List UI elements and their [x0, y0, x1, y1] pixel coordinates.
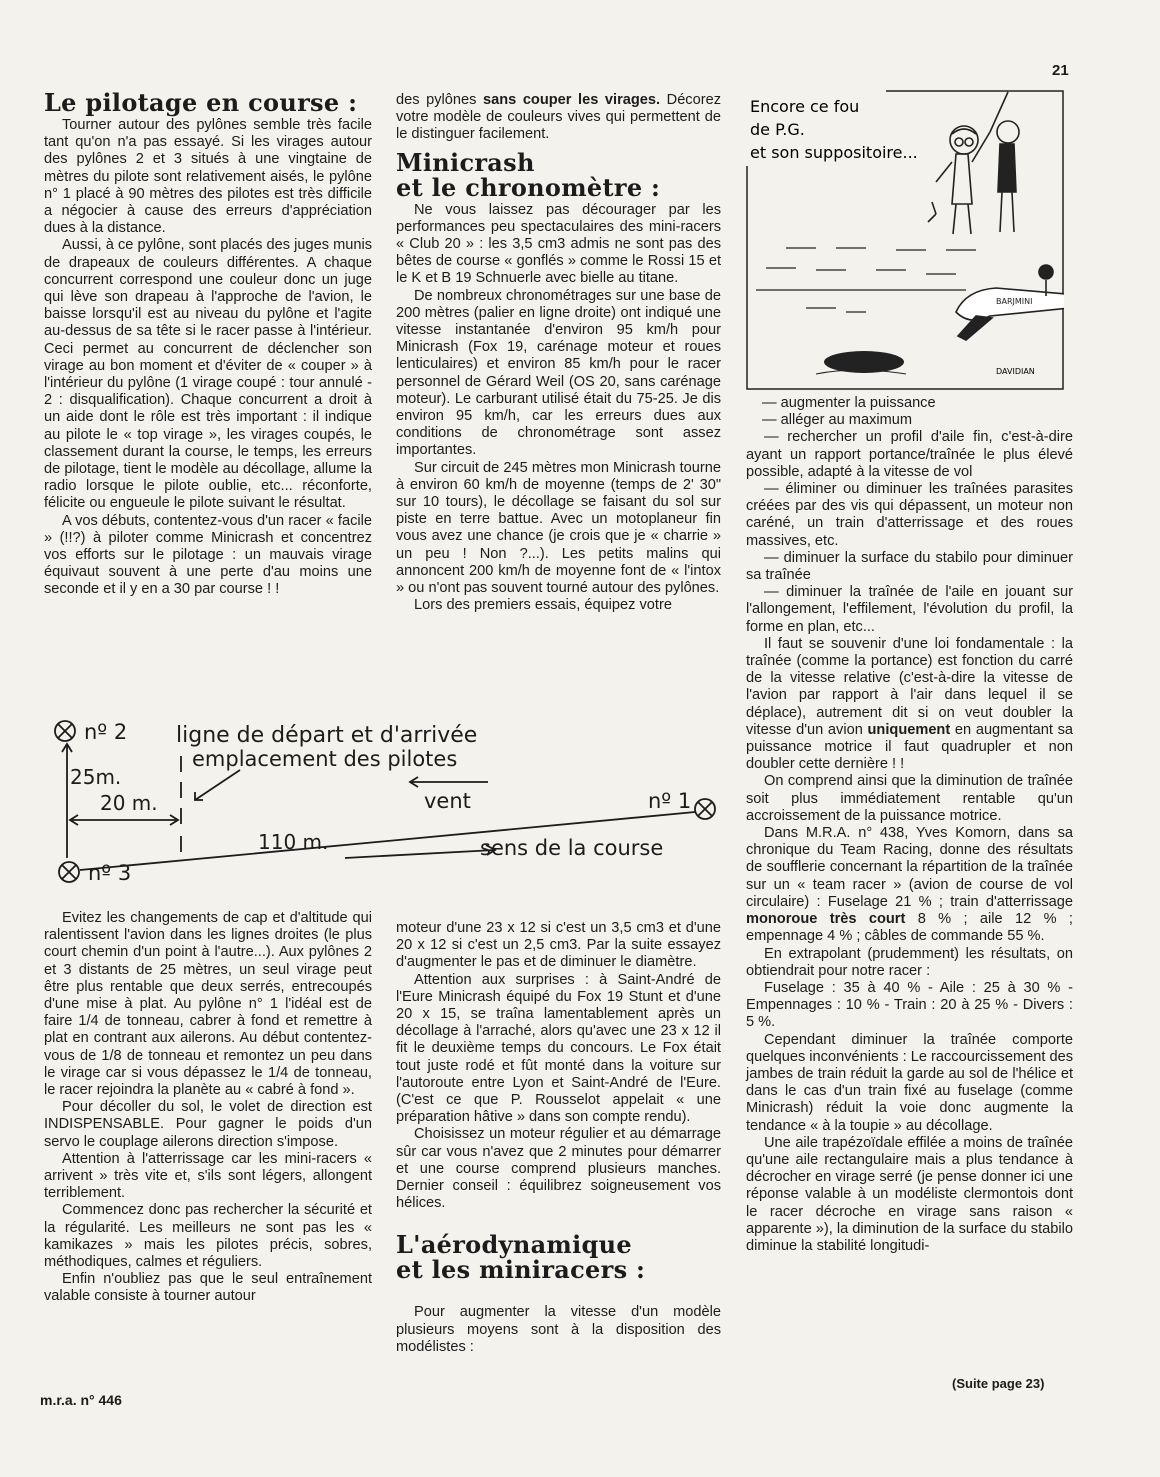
cartoon-signature: DAVIDIAN [996, 367, 1035, 376]
racer-plane-drawing [956, 265, 1064, 340]
column-2-bottom [396, 920, 721, 1356]
section-title-aerodynamique: L'aérodynamique et les miniracers : [396, 1230, 646, 1285]
paragraph: Il faut se souvenir d'une loi fondamentale : la traînée (comme la portance) est fonction du carré de la vitesse relative (c'est-à-dire la vitesse de l'avion par rapport à l'air dans lequel il se déplace), autrement dit si on veut doubler la vitesse d'un avion uniquement en augmentant sa puissance motrice il faut quadrupler et non doubler cette dernière ! ! [746, 635, 1074, 773]
paragraph: Choisissez un moteur régulier et au démarrage sûr car vous n'avez que 2 minutes pour démarrer et une course comprend plusieurs manches. Dernier conseil : équilibrez soigneusement vos hélices. [396, 1126, 721, 1212]
list-item: — éliminer ou diminuer les traînées parasites créées par des vis qui dépassent, un moteur non caréné, un train d'atterrissage et des roues massives, etc. [746, 481, 1073, 549]
paragraph: Fuselage : 35 à 40 % - Aile : 25 à 30 % - Empennages : 10 % - Train : 20 à 25 % - Divers : 5 %. [746, 979, 1073, 1031]
motion-lines-drawing [756, 248, 976, 312]
list-item: — augmenter la puissance [762, 395, 936, 411]
paragraph: Attention à l'atterrissage car les mini-racers « arrivent » très vite et, s'ils sont légers, allongent terriblement. [44, 1150, 372, 1202]
paragraph: Tourner autour des pylônes semble très facile tant qu'on n'a pas essayé. Si les virages autour des pylônes 2 et 3 situés à une vingtaine de mètres du pilote sont relativement aisés, le pylône n° 1 placé à 90 mètres des pilotes est très difficile a négocier à cause des erreurs d'appréciation dues à la distance. [44, 117, 372, 237]
list-item: — alléger au maximum [762, 412, 913, 429]
pylon-1-label: nº 1 [648, 789, 692, 813]
paragraph: Enfin n'oubliez pas que le seul entraînement valable consiste à tourner autour [44, 1271, 372, 1305]
column-1-top [44, 90, 372, 599]
paragraph: Cependant diminuer la traînée comporte quelques inconvénients : Le raccourcissement des jambes de train réduit la garde au sol de l'hélice et dans le cas d'un train fixé au fuselage (comme Minicrash) réduit la voie donc augmente la tendance « à la toupie » au décollage. [746, 1031, 1073, 1134]
paragraph: Pour décoller du sol, le volet de direction est INDISPENSABLE. Pour gagner le poids d'un servo le couplage ailerons direction s'impose. [44, 1099, 372, 1150]
paragraph: En extrapolant (prudemment) les résultats, on obtiendrait pour notre racer : [746, 945, 1073, 979]
pilot-figures-drawing [928, 92, 1019, 234]
page-number: 21 [1052, 62, 1069, 79]
cartoon-illustration [746, 90, 1064, 390]
paragraph: Dans M.R.A. n° 438, Yves Komorn, dans sa chronique du Team Racing, donne des résultats de soufflerie concernant la répartition de la traînée sur un « team racer » (avion de course de vol circulaire) : Fuselage 21 % ; train d'atterrissage monoroue très court 8 % ; aile 12 % ; empennage 4 % ; câbles de commande 55 %. [746, 825, 1073, 945]
distance-20m-label: 20 m. [100, 791, 158, 815]
section-title-minicrash: Minicrash et le chronomètre : [396, 147, 661, 202]
pylon-2-label: nº 2 [84, 720, 128, 744]
cartoon-caption: de P.G. [750, 120, 805, 139]
wind-label: vent [424, 789, 471, 813]
cartoon-caption: Encore ce fou [750, 97, 860, 116]
start-line-label: ligne de départ et d'arrivée [176, 723, 478, 748]
course-direction-label: sens de la course [480, 836, 664, 860]
column-3 [746, 395, 1073, 1255]
paragraph: A vos débuts, contentez-vous d'un racer « facile » (!!?) à piloter comme Minicrash et concentrez vos efforts sur le pilotage : un mauvais virage équivaut souvent à une perte d'au moins une seconde et il y en a 30 par course ! ! [44, 512, 372, 598]
paragraph: des pylônes sans couper les virages. Décorez votre modèle de couleurs vives qui permettent de le distinguer facilement. [396, 92, 721, 143]
paragraph: Attention aux surprises : à Saint-André de l'Eure Minicrash équipé du Fox 19 Stunt et d'une 20 x 15, se traîna lamentablement après un décollage à l'arraché, alors qu'avec une 23 x 12 il fit le deuxième temps du concours. Le Fox était tout juste rodé et fût monté dans la voiture sur l'autoroute entre Lyon et Saint-André de l'Eure. (C'est ce que P. Rousselot appelait « une préparation hâtive » dans son compte rendu). [396, 971, 721, 1126]
list-item: — rechercher un profil d'aile fin, c'est-à-dire ayant un rapport portance/traînée le plus élevé possible, adapté à la vitesse de vol [746, 429, 1073, 480]
paragraph: Sur circuit de 245 mètres mon Minicrash tourne à environ 60 km/h de moyenne (temps de 2' 30" sur 10 tours), le décollage se faisant du sol sur piste en terre battue. Avec un motoplaneur fin vous avez une chance (je crois que je « charrie » un peu ! Non ?...). Les petits malins qui annoncent 200 km/h de moyenne font de « l'intox » ou n'ont pas souvent tourné autour des pylônes. [396, 459, 721, 597]
list-item: — diminuer la surface du stabilo pour diminuer sa traînée [746, 549, 1073, 584]
paragraph: Evitez les changements de cap et d'altitude qui ralentissent l'avion dans les lignes droites (le plus court chemin d'un point à l'autre...). Aux pylônes 2 et 3 distants de 25 mètres, un seul virage peut être plus rentable que deux serrés, entrecoupés d'une mise à plat. Au pylône n° 1 l'idéal est de faire 1/4 de tonneau, cabrer à fond et remettre à plat en contrant aux ailerons. Au début contentez-vous de 1/8 de tonneau et remontez un peu dans le virage car si vous dépassez le 1/4 de tonneau, le racer rejoindra la planète au « cabré à fond ». [44, 910, 372, 1099]
paragraph: De nombreux chronométrages sur une base de 200 mètres (palier en ligne droite) ont indiqué une vitesse instantanée d'environ 95 km/h pour Minicrash (Fox 19, carénage moteur et roues lenticulaires) et environ 85 km/h pour le racer personnel de Gérard Weil (OS 20, sans carénage moteur). Le carburant utilisé était du 75-25. Je dis environ 95 km/h, car les erreurs dues aux conditions de chronométrage sont assez importantes. [396, 287, 721, 459]
paragraph: Commencez donc pas rechercher la sécurité et la régularité. Les meilleurs ne sont pas les « kamikazes » mais les pilotes précis, sobres, méthodiques, calmes et réguliers. [44, 1202, 372, 1271]
cartoon-caption: et son suppositoire... [750, 143, 918, 162]
distance-25m-label: 25m. [70, 765, 122, 789]
paragraph: Aussi, à ce pylône, sont placés des juges munis de drapeaux de couleurs différentes. A chaque concurrent correspond une couleur donc un juge qui lève son drapeau à l'approche de l'avion, le baisse lorsqu'il est au niveau du pylône et l'agite au-dessus de sa tête si le racer passe à l'intérieur. Ceci permet au concurrent de déclencher son virage au bon moment et d'éviter de « couper » à l'intérieur du pylône (1 virage coupé : tour annulé - 2 : disqualification). Chaque concurrent a droit à un aide dont le rôle est très important : il indique au pilote le « top virage », les virages coupés, le classement durant la course, le temps, les erreurs de pilotage, tient le modèle au décollage, allume la radio lorsque le pilote oublie, etc... réconforte, félicite ou engueule le pilote suivant le résultat. [44, 237, 372, 512]
pylon-3-label: nº 3 [88, 861, 132, 885]
plane-lettering: BARJMINI [996, 297, 1033, 306]
column-1-bottom [44, 910, 372, 1306]
list-item: — diminuer la traînée de l'aile en jouant sur l'allongement, l'effilement, l'évolution du profil, la forme en plan, etc... [746, 584, 1073, 635]
distance-110m-label: 110 m. [258, 830, 329, 854]
paragraph: Pour augmenter la vitesse d'un modèle plusieurs moyens sont à la disposition des modélistes : [396, 1304, 721, 1355]
continued-note: (Suite page 23) [952, 1376, 1045, 1391]
paragraph: Ne vous laissez pas décourager par les performances peu spectaculaires des mini-racers « Club 20 » : les 3,5 cm3 admis ne sont pas des bêtes de course « gonflés » comme le Rossi 15 et le K et B 19 Schnuerle avec bielle au titane. [396, 201, 721, 287]
course-diagram [40, 712, 730, 902]
paragraph: moteur d'une 23 x 12 si c'est un 3,5 cm3 et d'une 20 x 12 si c'est un 2,5 cm3. Par la suite essayez d'augmenter le pas et de diminuer le diamètre. [396, 920, 721, 971]
section-title-pilotage: Le pilotage en course : [44, 88, 358, 117]
crashed-car-drawing [816, 351, 906, 374]
paragraph: Une aile trapézoïdale effilée a moins de traînée qu'une aile rectangulaire mais a plus tendance à décrocher en virage serré (je pense donner ici une réponse valable à un modéliste clermontois dont le racer décroche en virage sans raison « apparente »), la diminution de la surface du stabilo diminue la stabilité longitudi- [746, 1134, 1073, 1254]
footer-issue: m.r.a. n° 446 [40, 1392, 122, 1408]
paragraph: On comprend ainsi que la diminution de traînée soit plus immédiatement rentable qu'un accroissement de la puissance motrice. [746, 773, 1073, 824]
paragraph: Lors des premiers essais, équipez votre [414, 597, 672, 614]
pilots-position-label: emplacement des pilotes [192, 747, 458, 771]
column-2-top [396, 92, 721, 614]
